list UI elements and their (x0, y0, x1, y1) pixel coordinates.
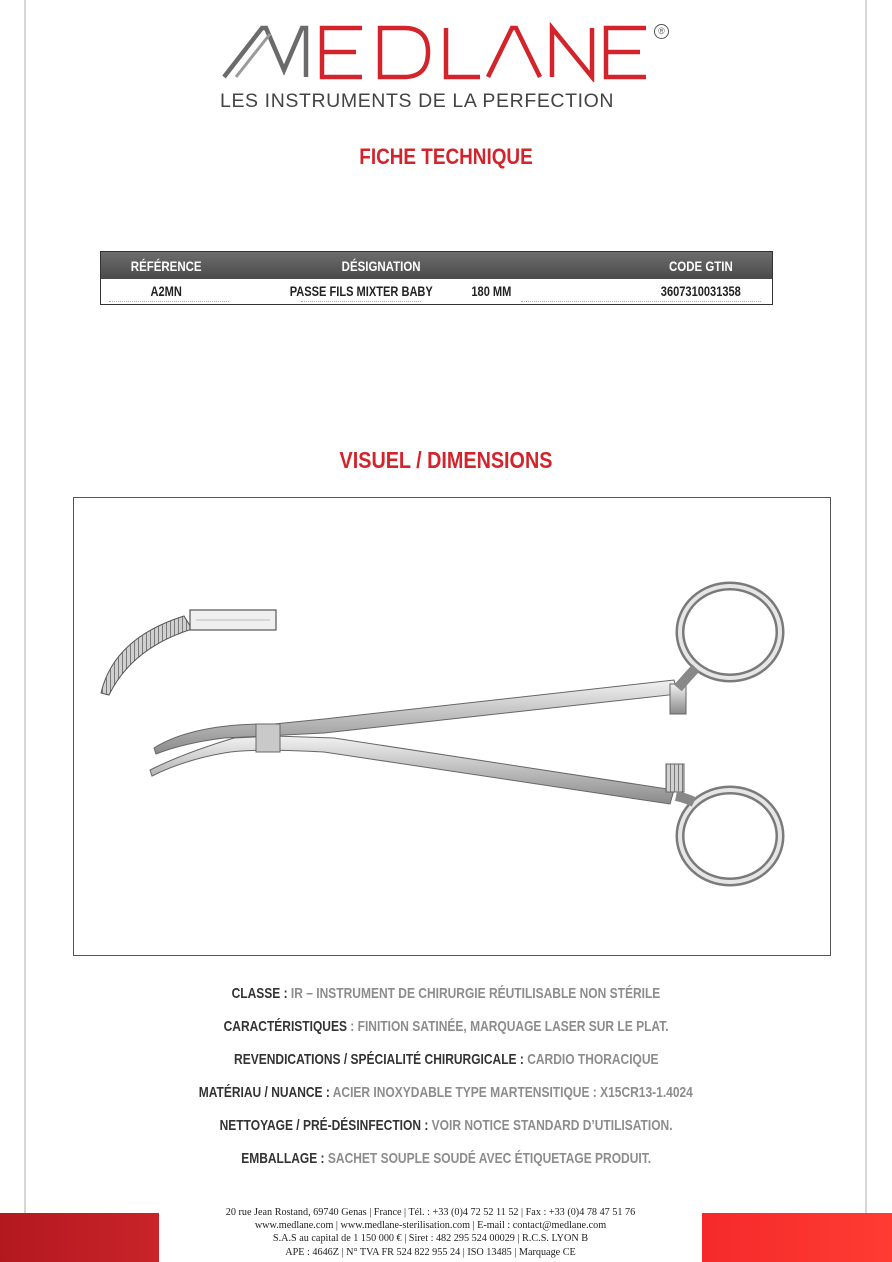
table-row (101, 279, 772, 304)
cell-designation: PASSE FILS MIXTER BABY (289, 284, 433, 299)
spec-materiau: MATÉRIAU / NUANCE : ACIER INOXYDABLE TYPE MARTENSITIQUE : X15CR13-1.4024 (198, 1084, 694, 1101)
footer-address: 20 rue Jean Rostand, 69740 Genas | France | Tél. : +33 (0)4 72 52 11 52 | Fax : +33 (0)4 78 47 51 76 (225, 1207, 636, 1218)
header-designation: DÉSIGNATION (341, 257, 421, 274)
spec-revendications: REVENDICATIONS / SPÉCIALITÉ CHIRURGICALE : CARDIO THORACIQUE (233, 1051, 659, 1068)
spec-classe: CLASSE : IR – INSTRUMENT DE CHIRURGIE RÉUTILISABLE NON STÉRILE (231, 985, 661, 1002)
fiche-technique-title: FICHE TECHNIQUE (359, 144, 533, 169)
left-border-line (24, 0, 26, 1262)
footer-certifications: APE : 4646Z | N° TVA FR 524 822 955 24 | ISO 13485 | Marquage CE (285, 1246, 576, 1258)
footer-red-bar-left (0, 1213, 159, 1262)
footer-red-bar-right (702, 1213, 892, 1262)
table-header-row (101, 252, 772, 279)
header-gtin: CODE GTIN (669, 257, 733, 274)
brand-tagline: LES INSTRUMENTS DE LA PERFECTION (220, 90, 615, 112)
right-border-line (865, 0, 867, 1262)
cell-size: 180 MM (470, 284, 512, 299)
medlane-logo (222, 22, 672, 82)
spec-caracteristiques: CARACTÉRISTIQUES : FINITION SATINÉE, MARQUAGE LASER SUR LE PLAT. (223, 1018, 669, 1035)
cell-gtin: 3607310031358 (660, 284, 742, 299)
reference-table (100, 251, 773, 305)
spec-emballage: EMBALLAGE : SACHET SOUPLE SOUDÉ AVEC ÉTIQUETAGE PRODUIT. (241, 1150, 651, 1167)
header-reference: RÉFÉRENCE (130, 257, 202, 274)
spec-nettoyage: NETTOYAGE / PRÉ-DÉSINFECTION : VOIR NOTICE STANDARD D’UTILISATION. (219, 1117, 673, 1134)
visuel-dimensions-title: VISUEL / DIMENSIONS (339, 447, 553, 473)
company-footer (159, 1206, 702, 1259)
jaw-detail-image (101, 610, 276, 695)
instrument-visual (73, 497, 831, 956)
footer-web: www.medlane.com | www.medlane-sterilisation.com | E-mail : contact@medlane.com (254, 1220, 607, 1232)
registered-mark: ® (654, 24, 669, 39)
footer-legal: S.A.S au capital de 1 150 000 € | Siret : 482 295 524 00029 | R.C.S. LYON B (272, 1233, 589, 1245)
cell-reference: A2MN (150, 284, 182, 299)
